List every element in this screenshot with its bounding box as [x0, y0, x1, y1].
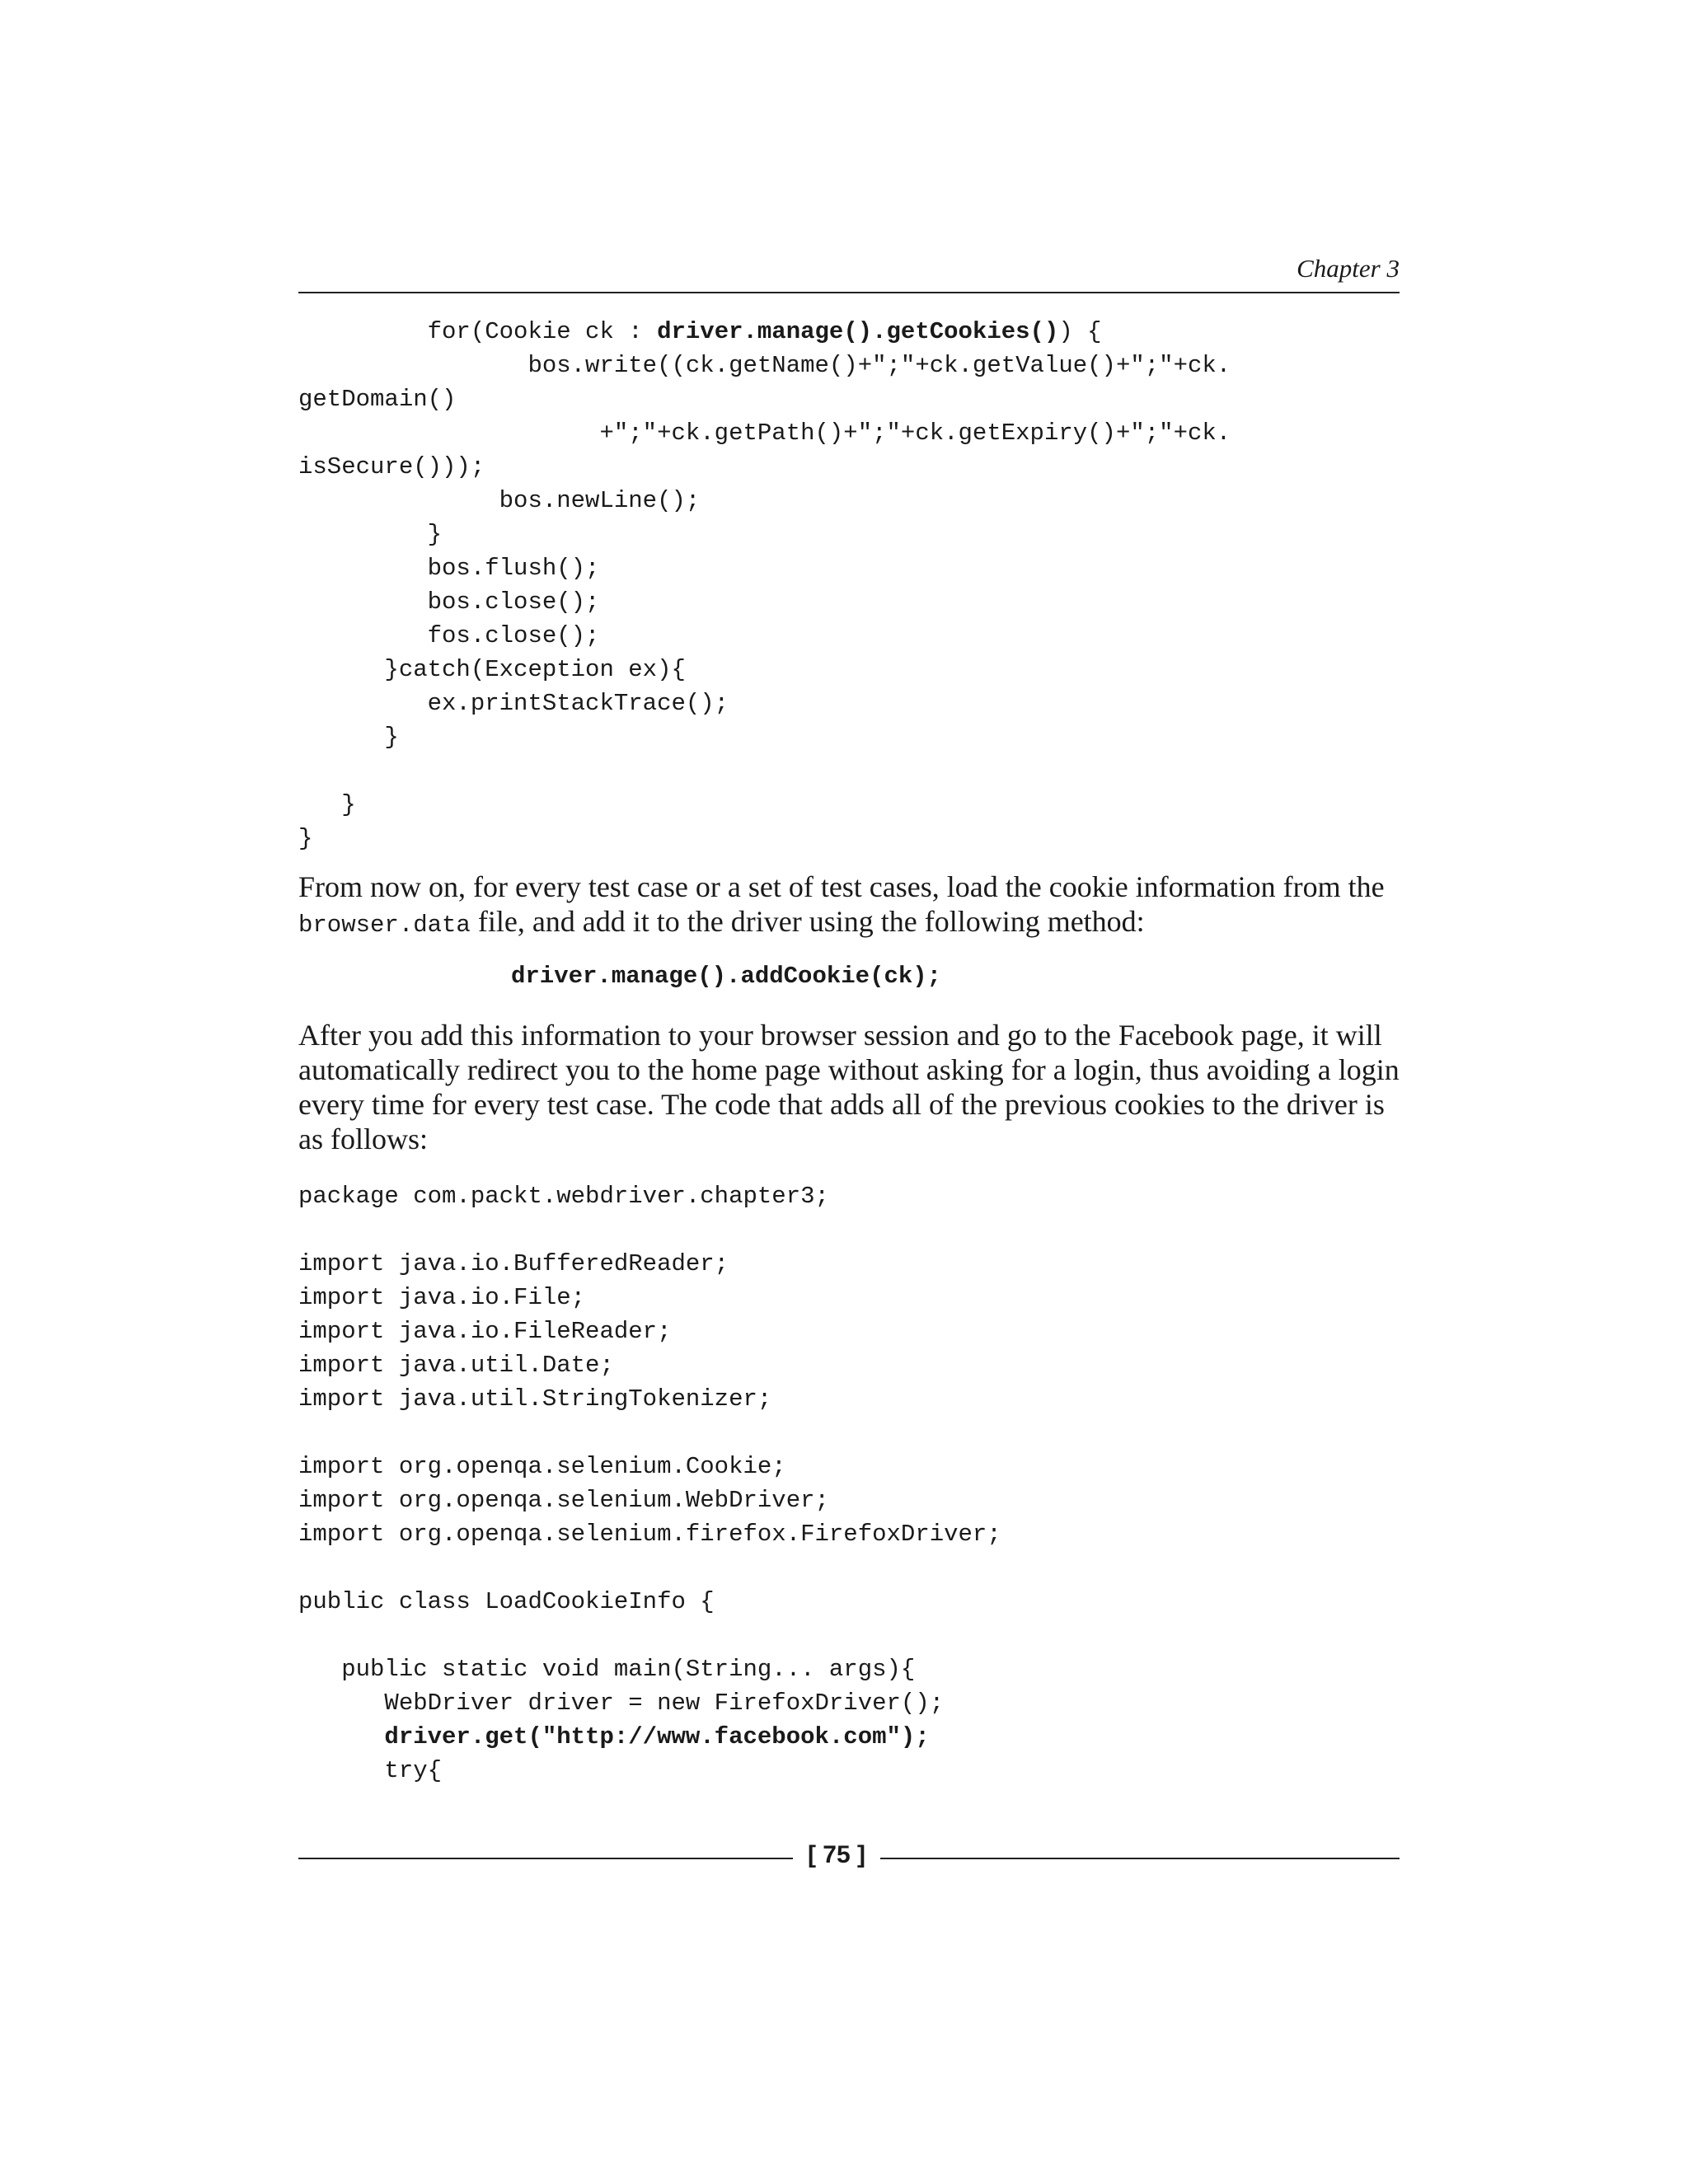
code-line [298, 1551, 1001, 1585]
code-line [298, 1619, 1001, 1652]
body-paragraph: After you add this information to your browser session and go to the Facebook page, it will automatically redirect you to the home page without asking for a login, thus avoiding a login every time for every test case. The code that adds all of the previous cookies to the driver is as follows: [298, 1019, 1400, 1155]
code-line: getDomain() [298, 386, 457, 413]
footer-rule-left [298, 1858, 793, 1859]
code-block-load-cookies [298, 1179, 1001, 1788]
code-line: bos.write((ck.getName()+";"+ck.getValue()+";"+ck. [298, 352, 1231, 379]
code-line: fos.close(); [298, 622, 600, 649]
code-line: } [298, 825, 313, 852]
code-line: import java.util.Date; [298, 1352, 614, 1379]
code-line: bos.newLine(); [298, 487, 701, 514]
code-line: import org.openqa.selenium.Cookie; [298, 1453, 786, 1480]
header-rule [298, 292, 1400, 293]
code-line: bos.close(); [298, 588, 600, 616]
code-line: WebDriver driver = new FirefoxDriver(); [298, 1690, 945, 1717]
code-line: public class LoadCookieInfo { [298, 1588, 715, 1615]
code-text: ) { [1058, 318, 1102, 345]
code-line: import java.io.FileReader; [298, 1318, 672, 1345]
code-line: } [298, 724, 399, 751]
code-bold-line: driver.get("http://www.facebook.com"); [298, 1723, 930, 1750]
code-line: import org.openqa.selenium.firefox.FirefoxDriver; [298, 1521, 1001, 1548]
code-line: try{ [298, 1757, 443, 1784]
chapter-header: Chapter 3 [1296, 254, 1400, 283]
code-line [298, 1416, 1001, 1450]
method-code-snippet: driver.manage().addCookie(ck); [511, 963, 942, 990]
code-line: isSecure())); [298, 453, 485, 480]
body-paragraph [298, 869, 1403, 943]
code-line: } [298, 791, 356, 818]
code-line: package com.packt.webdriver.chapter3; [298, 1183, 829, 1210]
footer-rule-right [880, 1858, 1400, 1859]
code-block-save-cookies [298, 315, 1231, 855]
paragraph-text: From now on, for every test case or a set of test cases, load the cookie information from the [298, 870, 1385, 903]
code-line: import java.util.StringTokenizer; [298, 1385, 772, 1413]
page-number: [ 75 ] [807, 1841, 866, 1868]
code-line: +";"+ck.getPath()+";"+ck.getExpiry()+";"+ck. [298, 419, 1231, 447]
code-line [298, 1213, 1001, 1247]
code-line: import org.openqa.selenium.WebDriver; [298, 1487, 829, 1514]
code-line: }catch(Exception ex){ [298, 656, 686, 683]
code-line: public static void main(String... args){ [298, 1656, 916, 1683]
code-text: for(Cookie ck : [298, 318, 658, 345]
code-line: import java.io.BufferedReader; [298, 1250, 729, 1277]
code-line: import java.io.File; [298, 1284, 586, 1311]
code-bold-fragment: driver.manage().getCookies() [657, 318, 1059, 345]
code-line-bold [298, 1720, 1001, 1754]
code-line: } [298, 521, 443, 548]
paragraph-text: file, and add it to the driver using the following method: [470, 905, 1145, 938]
code-line: ex.printStackTrace(); [298, 690, 729, 717]
code-line [298, 754, 1231, 788]
code-line [298, 315, 1231, 349]
code-line: bos.flush(); [298, 555, 600, 582]
inline-code: browser.data [298, 912, 471, 939]
